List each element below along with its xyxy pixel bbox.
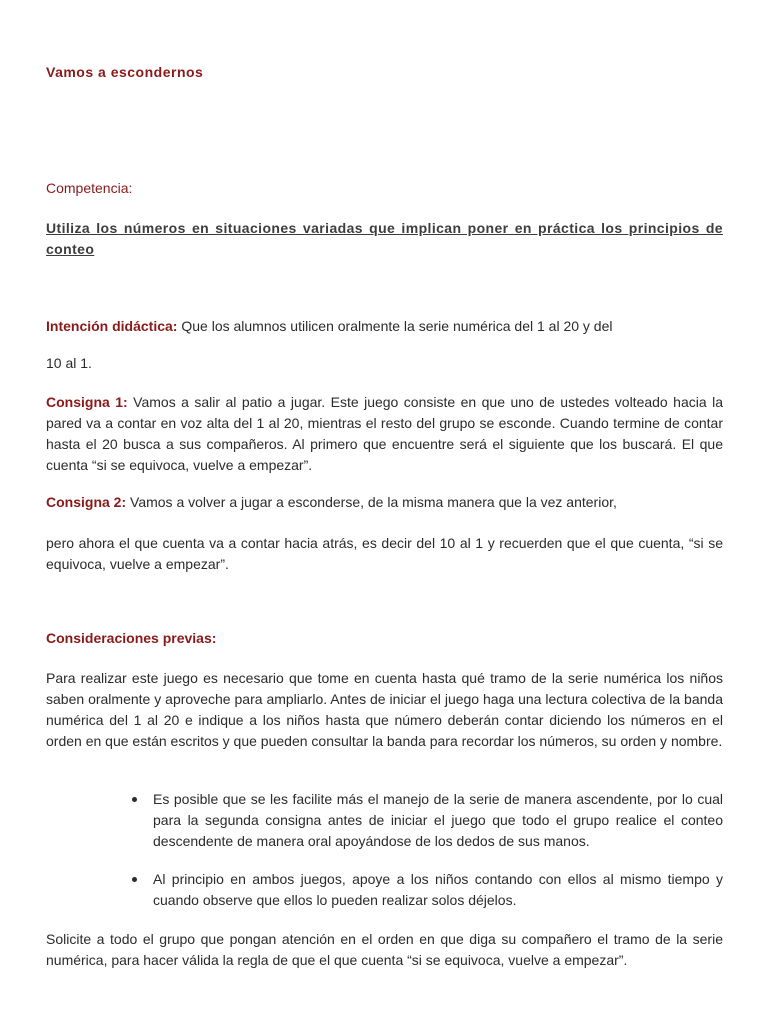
bullet-text: Es posible que se les facilite más el manejo de la serie de manera ascendente, por lo cual para la segunda consigna antes de iniciar el juego que todo el grupo realice el conteo descendente de manera oral apoyándose de los dedos de sus manos.	[153, 791, 723, 849]
consigna1-text: Vamos a salir al patio a jugar. Este juego consiste en que uno de ustedes volteado hacia la pared va a contar en voz alta del 1 al 20, mientras el resto del grupo se esconde. Cuando termine de contar hasta el 20 busca a sus compañeros. Al primero que encuentre será el siguiente que los buscará. El que cuenta “si se equivoca, vuelve a empezar”.	[46, 394, 723, 473]
document-title: Vamos a escondernos	[46, 64, 204, 80]
consigna1-label: Consigna 1:	[46, 394, 128, 410]
consigna1-paragraph	[46, 392, 723, 476]
bullet-item	[132, 789, 723, 852]
bullet-dot-icon	[132, 877, 137, 882]
intencion-continuation: 10 al 1.	[46, 355, 92, 371]
consigna2-continuation: pero ahora el que cuenta va a contar hacia atrás, es decir del 10 al 1 y recuerden que el que cuenta, “si se equivoca, vuelve a empezar”.	[46, 535, 723, 572]
consideraciones-intro: Para realizar este juego es necesario que tome en cuenta hasta qué tramo de la serie numérica los niños saben oralmente y aproveche para ampliarlo. Antes de iniciar el juego haga una lectura colectiva de la banda numérica del 1 al 20 e indique a los niños hasta que número deberán contar diciendo los números en el orden en que están escritos y que pueden consultar la banda para recordar los números, su orden y nombre.	[46, 670, 723, 749]
bullet-dot-icon	[132, 797, 137, 802]
consigna2-label: Consigna 2:	[46, 494, 127, 510]
bullet-item	[132, 869, 723, 911]
consigna2-paragraph	[46, 492, 723, 513]
consideraciones-closing: Solicite a todo el grupo que pongan atención en el orden en que diga su compañero el tramo de la serie numérica, para hacer válida la regla de que el que cuenta “si se equivoca, vuelve a empezar”.	[46, 931, 723, 968]
bullet-text: Al principio en ambos juegos, apoye a los niños contando con ellos al mismo tiempo y cuando observe que ellos lo pueden realizar solos déjelos.	[153, 871, 723, 908]
intencion-label: Intención didáctica:	[46, 318, 178, 334]
competencia-text: Utiliza los números en situaciones variadas que implican poner en práctica los principios de conteo	[46, 220, 723, 257]
intencion-paragraph	[46, 316, 723, 337]
competencia-label: Competencia:	[46, 180, 133, 196]
intencion-text: Que los alumnos utilicen oralmente la serie numérica del 1 al 20 y del	[181, 318, 613, 334]
consideraciones-heading: Consideraciones previas:	[46, 630, 217, 646]
consideraciones-bullet-list	[132, 789, 723, 911]
consigna2-text: Vamos a volver a jugar a esconderse, de la misma manera que la vez anterior,	[130, 494, 617, 510]
